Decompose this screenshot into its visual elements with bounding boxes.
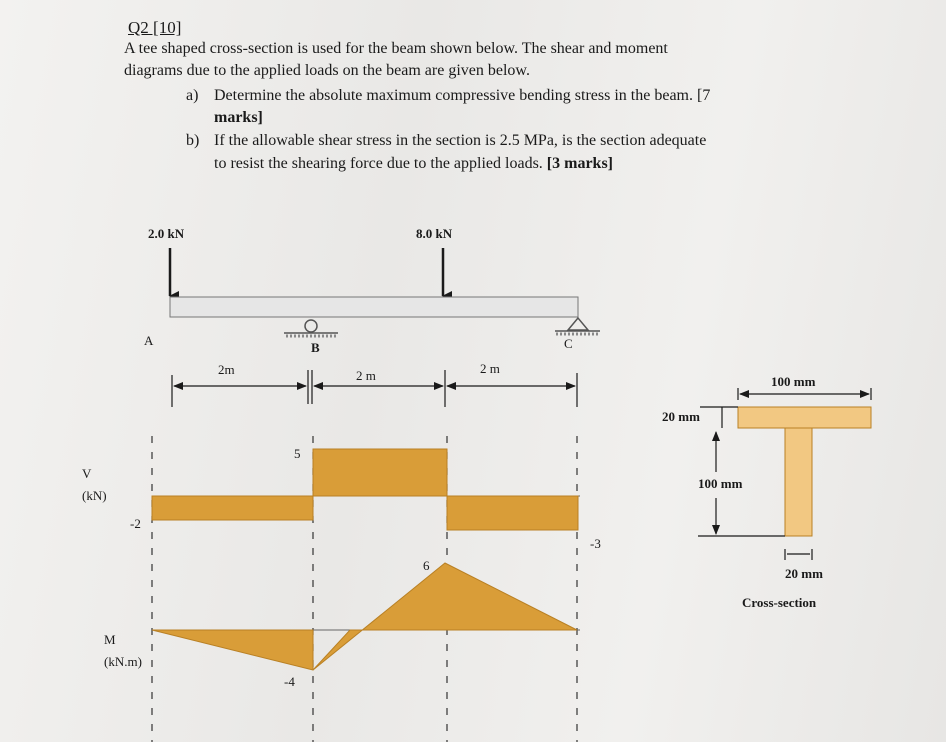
load-left-label: 2.0 kN xyxy=(148,226,185,241)
tee-flange xyxy=(738,407,871,428)
load-right-label: 8.0 kN xyxy=(416,226,453,241)
part-b-label: b) xyxy=(186,132,200,149)
span-3-label: 2 m xyxy=(480,361,500,376)
shear-segment-b-load xyxy=(313,449,447,496)
moment-positive-region xyxy=(313,563,577,670)
part-a-line-2: marks] xyxy=(214,109,263,126)
moment-negative-region xyxy=(152,630,313,670)
point-c-label: C xyxy=(564,336,573,351)
part-b-line-2-text: to resist the shearing force due to the applied loads. xyxy=(214,155,547,172)
shear-value-mid: 5 xyxy=(294,446,301,461)
shear-segment-load-c xyxy=(447,496,578,530)
tee-cross-section xyxy=(738,407,871,536)
question-intro-line-1: A tee shaped cross-section is used for the beam shown below. The shear and moment xyxy=(124,40,668,57)
support-b-pin xyxy=(284,320,338,336)
question-number: Q2 [10] xyxy=(128,18,182,37)
tee-web xyxy=(785,428,812,536)
web-thickness-label: 20 mm xyxy=(785,566,823,581)
point-b-label: B xyxy=(311,340,320,355)
part-b-marks: [3 marks] xyxy=(546,155,614,172)
shear-segment-a-b xyxy=(152,496,313,520)
moment-value-max: 6 xyxy=(423,558,430,573)
part-b-line-1: If the allowable shear stress in the section is 2.5 MPa, is the section adequate xyxy=(214,132,707,149)
flange-thickness-label: 20 mm xyxy=(662,409,700,424)
support-c-pin xyxy=(555,318,600,334)
moment-axis-label: M xyxy=(104,632,116,647)
point-a-label: A xyxy=(144,333,154,348)
span-2-label: 2 m xyxy=(356,368,376,383)
span-1-label: 2m xyxy=(218,362,235,377)
flange-width-label: 100 mm xyxy=(771,374,816,389)
shear-value-right: -3 xyxy=(590,536,601,551)
beam-body xyxy=(170,297,578,317)
question-intro-line-2: diagrams due to the applied loads on the beam are given below. xyxy=(124,62,530,79)
shear-unit-label: (kN) xyxy=(82,488,107,503)
moment-unit-label: (kN.m) xyxy=(104,654,142,669)
moment-value-min: -4 xyxy=(284,674,295,689)
web-height-label: 100 mm xyxy=(698,476,743,491)
part-a-line-1: Determine the absolute maximum compressive bending stress in the beam. [7 xyxy=(214,87,711,104)
shear-value-left: -2 xyxy=(130,516,141,531)
part-a-label: a) xyxy=(186,87,199,104)
shear-axis-label: V xyxy=(82,466,92,481)
cross-section-caption: Cross-section xyxy=(742,595,817,610)
